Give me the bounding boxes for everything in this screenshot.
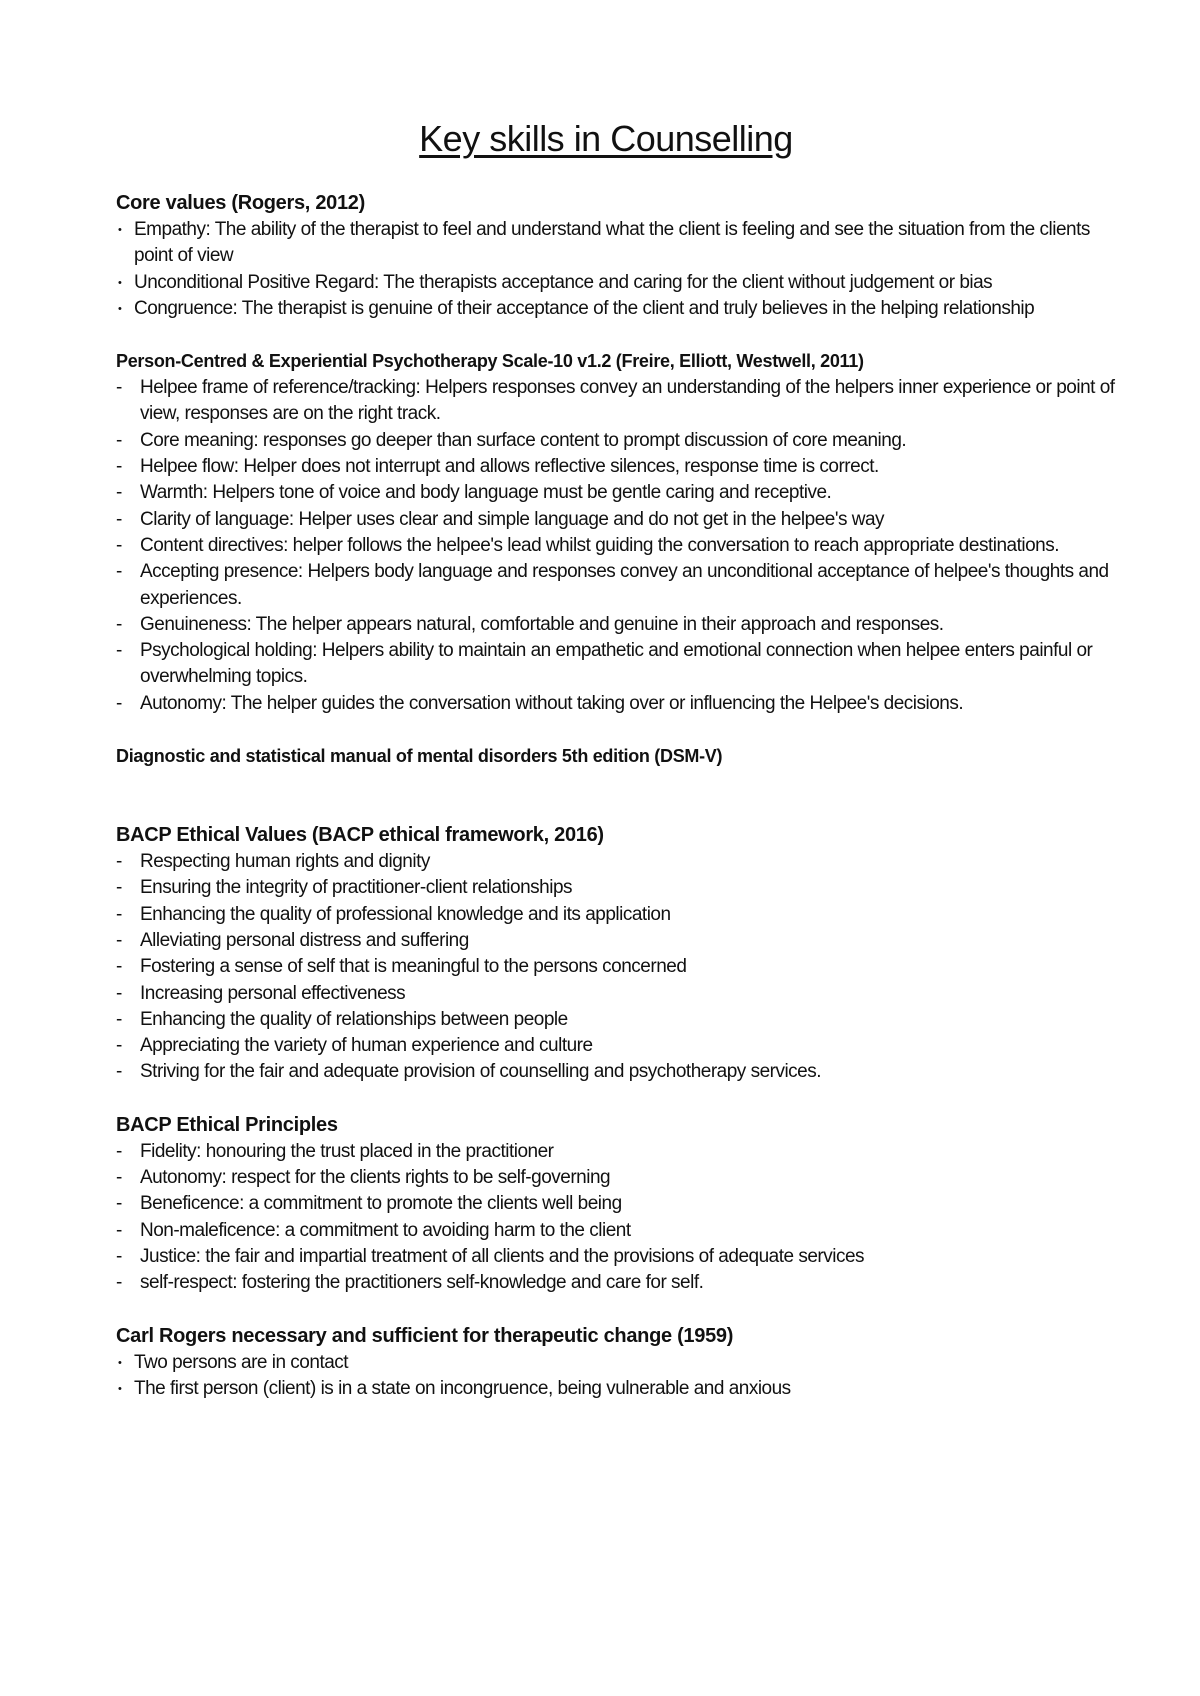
list-item	[116, 428, 1116, 454]
list-item	[116, 480, 1116, 506]
list-item	[116, 612, 1116, 638]
section-heading: Person-Centred & Experiential Psychotherapy Scale-10 v1.2 (Freire, Elliott, Westwell, 2011)	[116, 351, 864, 372]
list-item-text: Striving for the fair and adequate provision of counselling and psychotherapy services.	[140, 1061, 822, 1083]
section-heading: Diagnostic and statistical manual of mental disorders 5th edition (DSM-V)	[116, 746, 723, 767]
list-item	[116, 902, 1116, 928]
bullet-marker: -	[116, 613, 122, 635]
list-item-text: Fidelity: honouring the trust placed in the practitioner	[140, 1140, 554, 1162]
bullet-marker: -	[116, 534, 122, 556]
bullet-marker: •	[118, 1356, 122, 1369]
list-item	[116, 1218, 1116, 1244]
list-item-text: Accepting presence: Helpers body language and responses convey an unconditional acceptance of helpee's thoughts and experiences.	[140, 561, 1109, 609]
list-item-text: Enhancing the quality of professional knowledge and its application	[140, 903, 671, 925]
list-item-text: self-respect: fostering the practitioners self-knowledge and care for self.	[140, 1272, 704, 1294]
bullet-list	[116, 217, 1116, 322]
list-item	[116, 1376, 1116, 1402]
list-item	[116, 454, 1116, 480]
list-item-text: Warmth: Helpers tone of voice and body language must be gentle caring and receptive.	[140, 482, 832, 504]
bullet-marker: -	[116, 877, 122, 899]
list-item	[116, 217, 1116, 270]
bullet-marker: -	[116, 561, 122, 583]
section	[116, 1323, 1116, 1403]
list-item	[116, 1350, 1116, 1376]
page-title: Key skills in Counselling	[419, 118, 793, 159]
bullet-list	[116, 1139, 1116, 1297]
bullet-marker: -	[116, 692, 122, 714]
bullet-marker: •	[118, 1382, 122, 1395]
section-heading: Carl Rogers necessary and sufficient for therapeutic change (1959)	[116, 1324, 734, 1347]
list-item-text: Core meaning: responses go deeper than surface content to prompt discussion of core meaning.	[140, 429, 907, 451]
bullet-marker: -	[116, 982, 122, 1004]
bullet-marker: -	[116, 1272, 122, 1294]
bullet-marker: -	[116, 456, 122, 478]
bullet-list	[116, 375, 1116, 717]
list-item-text: Increasing personal effectiveness	[140, 982, 406, 1004]
list-item-text: Helpee frame of reference/tracking: Helpers responses convey an understanding of the helpers inner experience or point of view, responses are on the right track.	[140, 377, 1115, 425]
list-item-text: Autonomy: The helper guides the conversation without taking over or influencing the Helpee's decisions.	[140, 692, 964, 714]
list-item	[116, 691, 1116, 717]
list-item	[116, 559, 1116, 612]
bullet-marker: -	[116, 640, 122, 662]
list-item	[116, 638, 1116, 691]
bullet-list	[116, 1350, 1116, 1403]
list-item-text: Psychological holding: Helpers ability to maintain an empathetic and emotional connection when helpee enters painful or overwhelming topics.	[140, 640, 1093, 688]
section-heading: BACP Ethical Values (BACP ethical framework, 2016)	[116, 824, 604, 847]
bullet-marker: -	[116, 929, 122, 951]
list-item-text: Appreciating the variety of human experience and culture	[140, 1035, 593, 1057]
section	[116, 348, 1116, 717]
list-item	[116, 507, 1116, 533]
list-item-text: Helpee flow: Helper does not interrupt and allows reflective silences, response time is correct.	[140, 456, 879, 478]
bullet-marker: -	[116, 1008, 122, 1030]
bullet-marker: -	[116, 1219, 122, 1241]
section	[116, 743, 1116, 770]
list-item-text: Clarity of language: Helper uses clear and simple language and do not get in the helpee's way	[140, 508, 885, 530]
bullet-marker: -	[116, 429, 122, 451]
bullet-marker: •	[118, 276, 122, 289]
list-item	[116, 875, 1116, 901]
list-item	[116, 1007, 1116, 1033]
list-item	[116, 1270, 1116, 1296]
list-item	[116, 954, 1116, 980]
list-item-text: Beneficence: a commitment to promote the clients well being	[140, 1193, 622, 1215]
list-item	[116, 375, 1116, 428]
bullet-list	[116, 849, 1116, 1086]
list-item	[116, 296, 1116, 322]
section	[116, 190, 1116, 322]
list-item-text: Fostering a sense of self that is meaningful to the persons concerned	[140, 956, 687, 978]
section	[116, 1112, 1116, 1297]
section	[116, 822, 1116, 1086]
list-item-text: Congruence: The therapist is genuine of their acceptance of the client and truly believes in the helping relationship	[134, 297, 1035, 319]
list-item-text: Unconditional Positive Regard: The therapists acceptance and caring for the client without judgement or bias	[134, 271, 993, 293]
section-heading: Core values (Rogers, 2012)	[116, 192, 365, 214]
list-item-text: Non-maleficence: a commitment to avoiding harm to the client	[140, 1219, 631, 1241]
bullet-marker: -	[116, 1245, 122, 1267]
bullet-marker: -	[116, 903, 122, 925]
list-item	[116, 1244, 1116, 1270]
list-item-text: Empathy: The ability of the therapist to feel and understand what the client is feeling and see the situation from the clients point of view	[134, 219, 1090, 267]
bullet-marker: -	[116, 508, 122, 530]
list-item	[116, 981, 1116, 1007]
bullet-marker: •	[118, 302, 122, 315]
list-item-text: Genuineness: The helper appears natural, comfortable and genuine in their approach and responses.	[140, 613, 944, 635]
bullet-marker: -	[116, 482, 122, 504]
section-heading: BACP Ethical Principles	[116, 1113, 338, 1136]
list-item	[116, 1191, 1116, 1217]
list-item	[116, 533, 1116, 559]
list-item-text: Respecting human rights and dignity	[140, 851, 430, 873]
list-item-text: Ensuring the integrity of practitioner-client relationships	[140, 877, 573, 899]
bullet-marker: •	[118, 224, 122, 236]
list-item-text: Autonomy: respect for the clients rights to be self-governing	[140, 1167, 611, 1189]
list-item	[116, 1165, 1116, 1191]
list-item	[116, 928, 1116, 954]
bullet-marker: -	[116, 956, 122, 978]
list-item-text: The first person (client) is in a state on incongruence, being vulnerable and anxious	[134, 1377, 791, 1399]
bullet-marker: -	[116, 1167, 122, 1189]
bullet-marker: -	[116, 377, 122, 399]
document-body	[116, 190, 1116, 1428]
bullet-marker: -	[116, 851, 122, 873]
list-item-text: Content directives: helper follows the helpee's lead whilst guiding the conversation to reach appropriate destinations.	[140, 534, 1059, 556]
list-item	[116, 270, 1116, 296]
list-item	[116, 849, 1116, 875]
list-item-text: Two persons are in contact	[134, 1351, 349, 1373]
bullet-marker: -	[116, 1061, 122, 1083]
list-item	[116, 1059, 1116, 1085]
list-item-text: Alleviating personal distress and suffering	[140, 929, 469, 951]
bullet-marker: -	[116, 1140, 122, 1162]
list-item-text: Justice: the fair and impartial treatment of all clients and the provisions of adequate services	[140, 1245, 865, 1267]
list-item-text: Enhancing the quality of relationships between people	[140, 1008, 568, 1030]
bullet-marker: -	[116, 1035, 122, 1057]
list-item	[116, 1033, 1116, 1059]
list-item	[116, 1139, 1116, 1165]
bullet-marker: -	[116, 1193, 122, 1215]
